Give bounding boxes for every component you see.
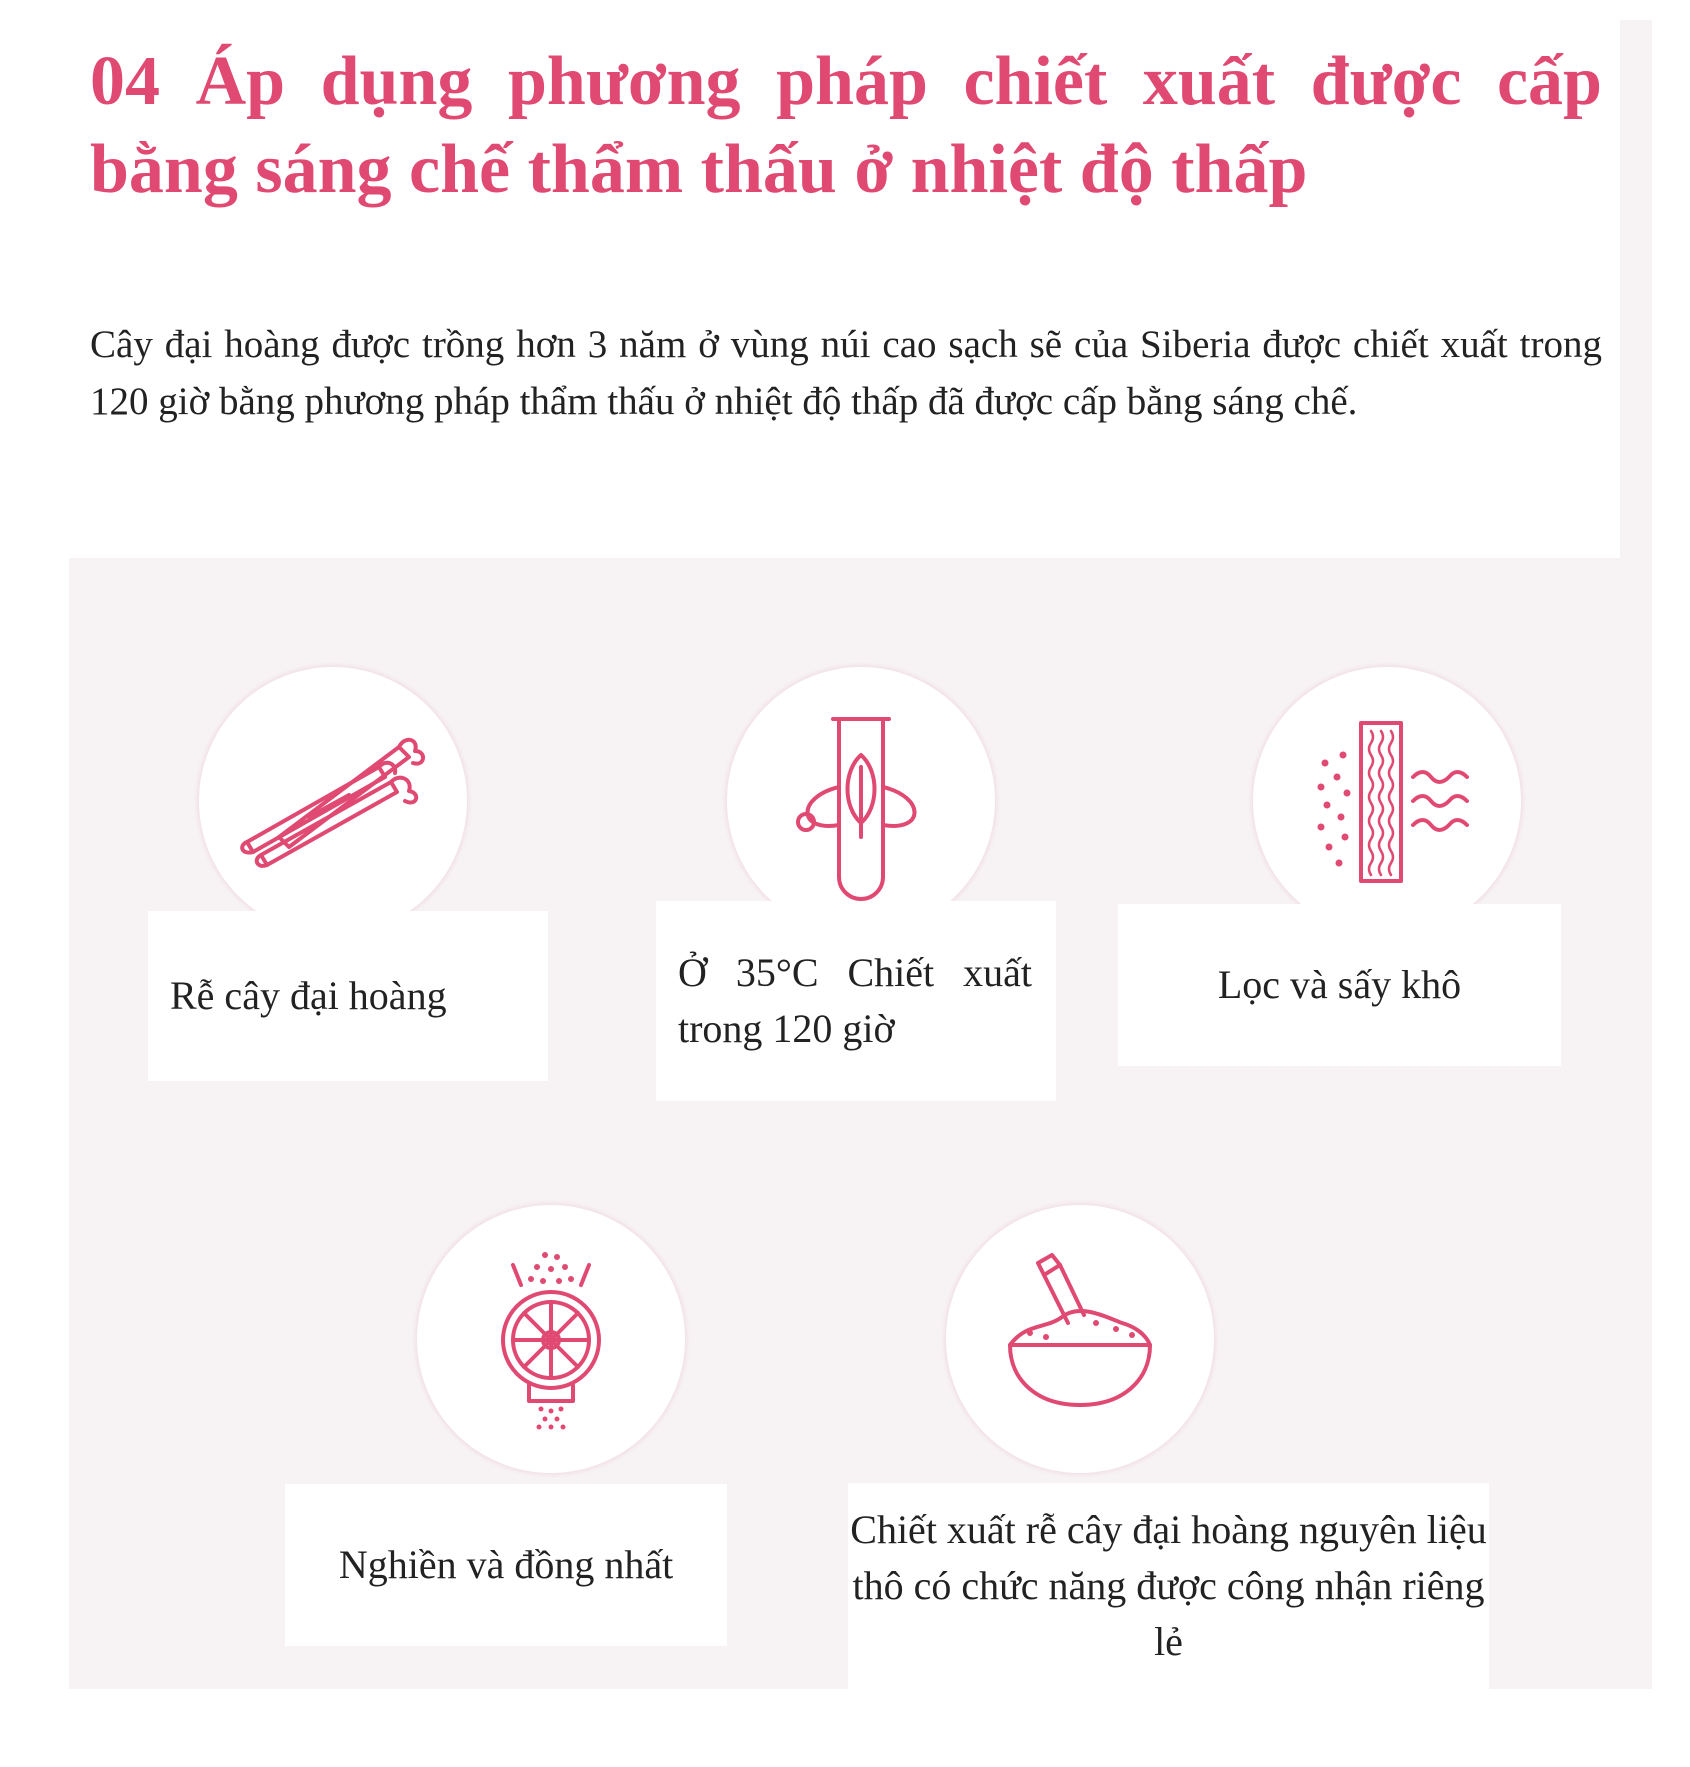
rhubarb-root-icon [199, 667, 467, 935]
intro-paragraph: Cây đại hoàng được trồng hơn 3 năm ở vùng núi cao sạch sẽ của Siberia được chiết xuất trong 120 giờ bằng phương pháp thẩm thấu ở nhiệt độ thấp đã được cấp bằng sáng chế. [90, 323, 1602, 423]
step-1-icon-circle [199, 667, 467, 935]
section-heading: 04 Áp dụng phương pháp chiết xuất được cấp bằng sáng chế thẩm thấu ở nhiệt độ thấp [90, 43, 1602, 208]
step-5-label: Chiết xuất rễ cây đại hoàng nguyên liệu thô có chức năng được công nhận riêng lẻ [850, 1507, 1487, 1664]
edge-strip [1620, 20, 1652, 558]
step-2-icon-circle [727, 667, 995, 935]
step-2-label: Ở 35°C Chiết xuất trong 120 giờ [678, 950, 1032, 1051]
step-4-icon-circle [417, 1205, 685, 1473]
extract-bowl-icon [946, 1205, 1214, 1473]
step-3-label-box [1118, 904, 1561, 1066]
step-5-icon-circle [946, 1205, 1214, 1473]
step-5-label-box [848, 1483, 1489, 1689]
step-4-label: Nghiền và đồng nhất [338, 1542, 674, 1587]
step-2-label-box [656, 901, 1056, 1101]
step-1-label-box [148, 911, 548, 1081]
step-1-label: Rễ cây đại hoàng [170, 973, 447, 1018]
filter-dry-icon [1253, 667, 1521, 935]
step-3-label: Lọc và sấy khô [1217, 962, 1462, 1007]
step-4-label-box [285, 1484, 727, 1646]
step-3-icon-circle [1253, 667, 1521, 935]
test-tube-leaf-icon [727, 667, 995, 935]
grinder-icon [417, 1205, 685, 1473]
